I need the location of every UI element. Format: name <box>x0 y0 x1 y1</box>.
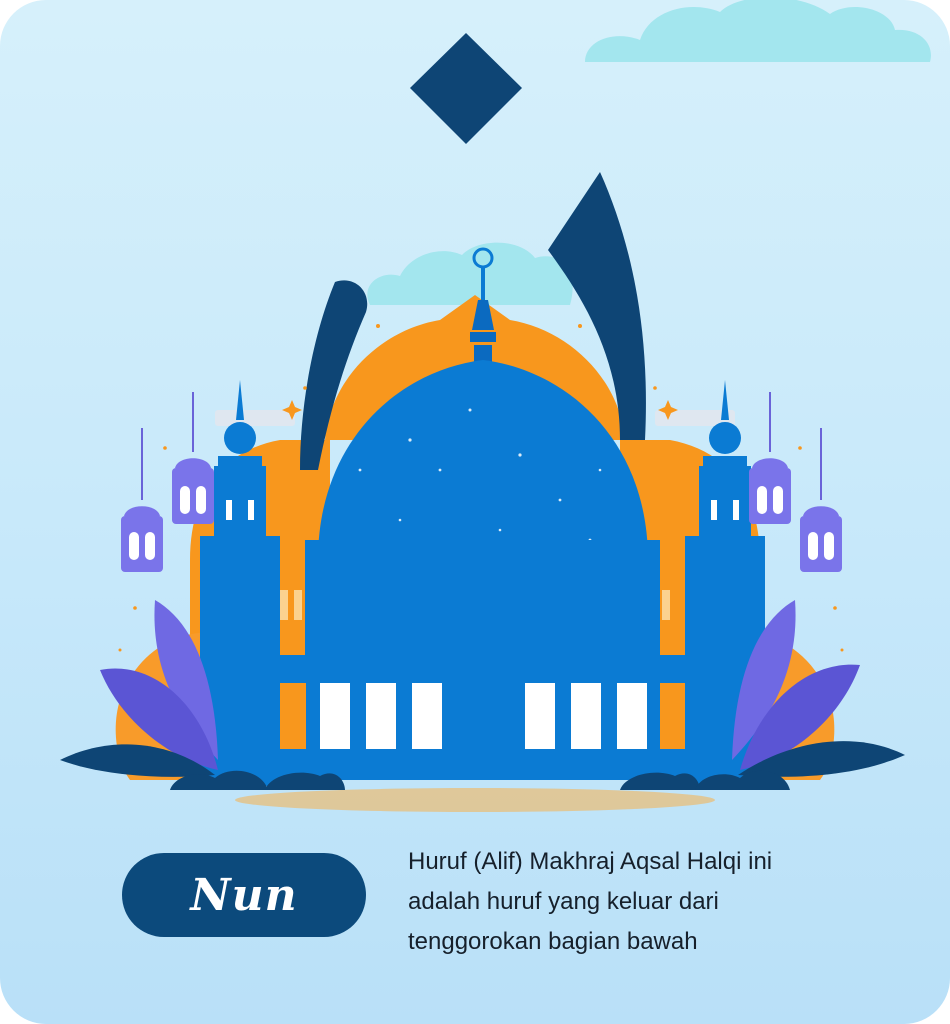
cloud-top-right <box>585 0 931 62</box>
lantern-right-top <box>749 392 791 524</box>
lantern-left-top <box>172 392 214 524</box>
description-line: adalah huruf yang keluar dari <box>408 888 719 915</box>
lantern-right-low <box>800 428 842 572</box>
letter-name-label: Nun <box>190 869 298 921</box>
cloud-middle <box>367 243 572 305</box>
description-line: tenggorokan bagian bawah <box>408 928 698 955</box>
ground-shadow <box>235 788 715 812</box>
nun-dot-diamond <box>410 33 522 144</box>
letter-description <box>408 842 888 962</box>
letter-name-pill <box>122 853 366 937</box>
lantern-left-low <box>121 428 163 572</box>
description-line: Huruf (Alif) Makhraj Aqsal Halqi ini <box>408 848 773 875</box>
